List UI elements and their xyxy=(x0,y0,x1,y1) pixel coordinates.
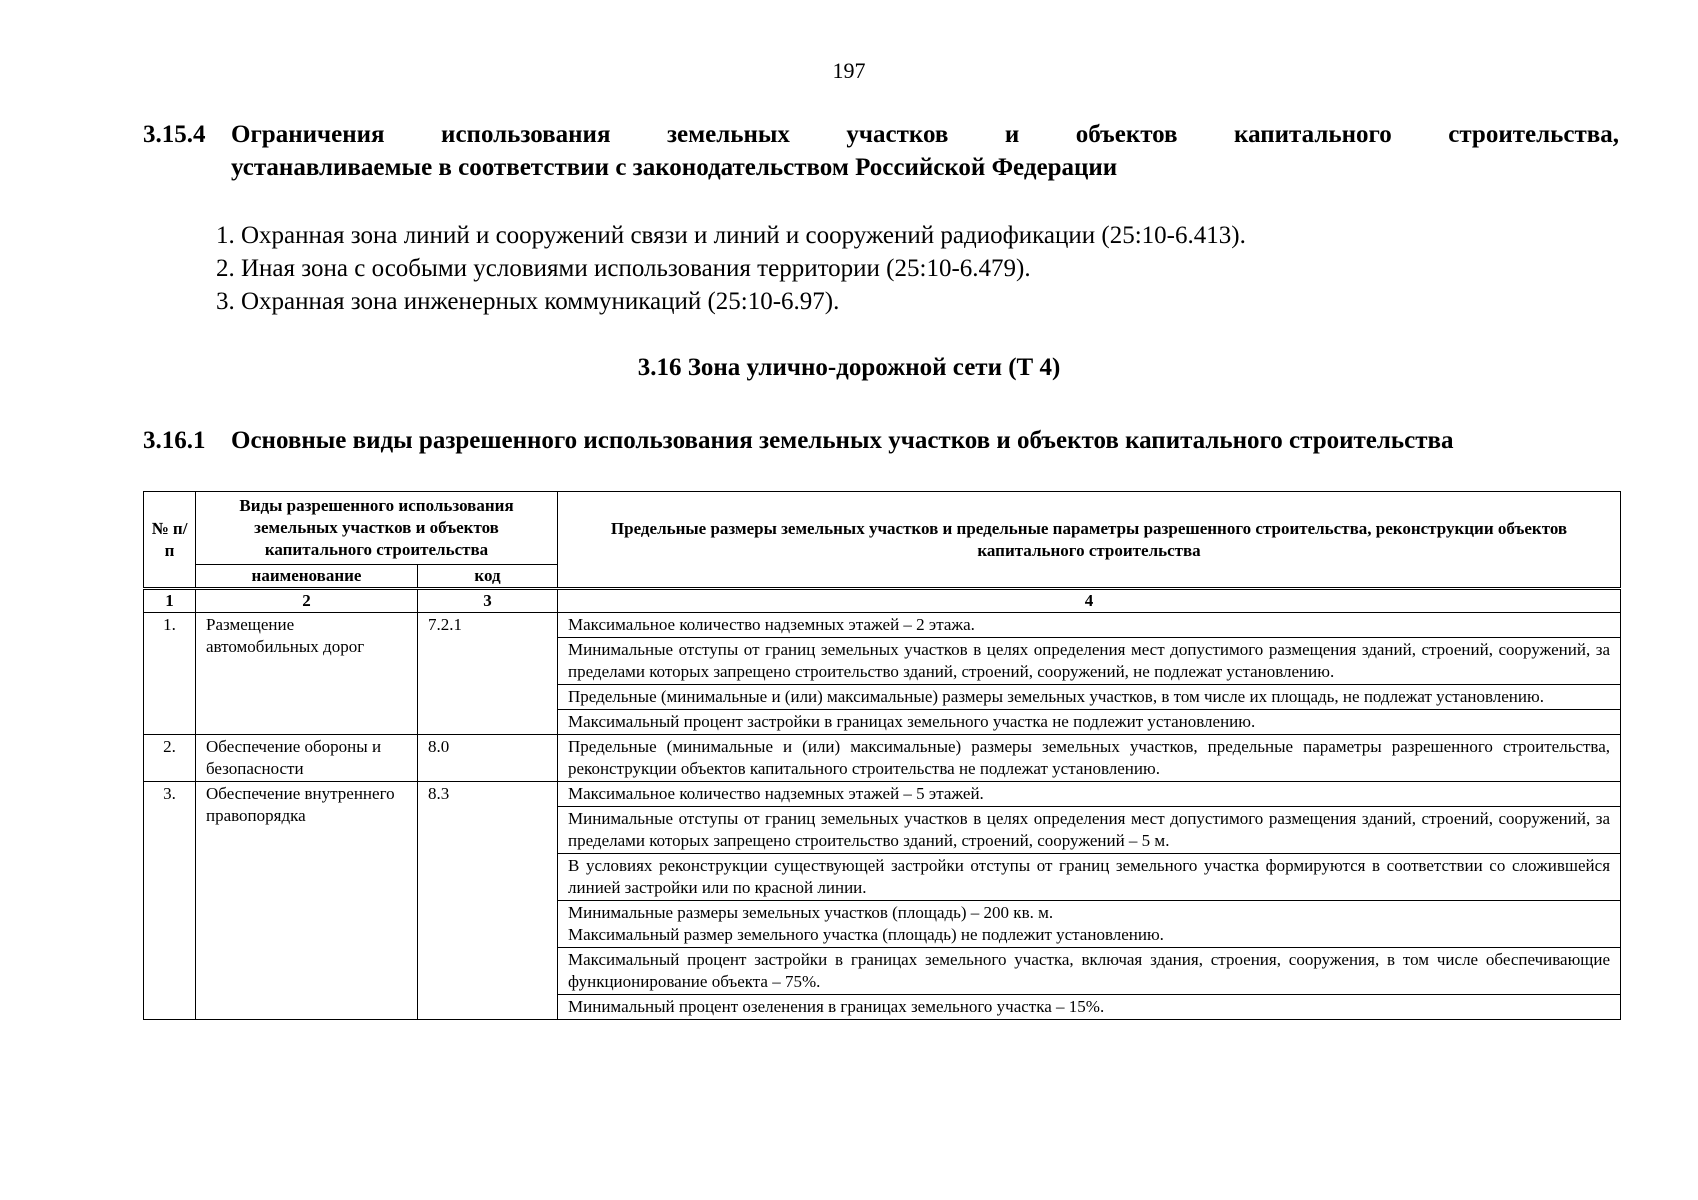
section-number: 3.15.4 xyxy=(143,121,206,148)
section-number: 3.16.1 xyxy=(143,427,206,454)
param-cell: Минимальный процент озеленения в границах земельного участка – 15%. xyxy=(558,995,1621,1020)
table-row xyxy=(144,782,1621,807)
list-item: 1. Охранная зона линий и сооружений связи и линий и сооружений радиофикации (25:10-6.413). xyxy=(216,222,1246,249)
row-number: 1. xyxy=(144,613,196,735)
use-name: Обеспечение обороны и безопасности xyxy=(196,735,418,782)
param-cell: Предельные (минимальные и (или) максимальные) размеры земельных участков, предельные параметры разрешенного строительства, реконструкции объектов капитального строительства не подлежат установлению. xyxy=(558,735,1621,782)
restrictions-list xyxy=(216,219,1246,318)
use-code: 8.0 xyxy=(418,735,558,782)
column-numbers-row xyxy=(144,589,1621,613)
row-number: 3. xyxy=(144,782,196,1020)
header-name: наименование xyxy=(196,565,418,589)
header-num: № п/п xyxy=(144,492,196,589)
page-number: 197 xyxy=(832,58,866,83)
section-title-line-1: Ограничения использования земельных участков и объектов капитального строительства, xyxy=(231,121,1619,148)
param-cell xyxy=(558,901,1621,948)
param-line: Минимальные размеры земельных участков (площадь) – 200 кв. м. xyxy=(568,903,1054,922)
use-name: Размещение автомобильных дорог xyxy=(196,613,418,735)
use-code: 7.2.1 xyxy=(418,613,558,735)
param-cell: Максимальное количество надземных этажей – 5 этажей. xyxy=(558,782,1621,807)
column-number: 3 xyxy=(418,589,558,613)
param-cell: Максимальный процент застройки в границах земельного участка, включая здания, строения, сооружения, в том числе обеспечивающие функционирование объекта – 75%. xyxy=(558,948,1621,995)
header-code: код xyxy=(418,565,558,589)
zone-title: 3.16 Зона улично-дорожной сети (Т 4) xyxy=(637,354,1061,381)
param-cell: В условиях реконструкции существующей застройки отступы от границ земельного участка формируются в соответствии со сложившейся линией застройки или по красной линии. xyxy=(558,854,1621,901)
column-number: 4 xyxy=(558,589,1621,613)
header-kinds: Виды разрешенного использования земельных участков и объектов капитального строительства xyxy=(196,492,558,565)
section-heading-3-15-4 xyxy=(143,118,1619,184)
row-number: 2. xyxy=(144,735,196,782)
section-title: Основные виды разрешенного использования земельных участков и объектов капитального строительства xyxy=(231,427,1454,454)
permitted-use-table xyxy=(143,491,1621,1020)
use-code: 8.3 xyxy=(418,782,558,1020)
header-params: Предельные размеры земельных участков и предельные параметры разрешенного строительства, реконструкции объектов капитального строительства xyxy=(558,492,1621,589)
column-number: 1 xyxy=(144,589,196,613)
param-cell: Максимальный процент застройки в границах земельного участка не подлежит установлению. xyxy=(558,710,1621,735)
table-row xyxy=(144,735,1621,782)
column-number: 2 xyxy=(196,589,418,613)
param-cell: Максимальное количество надземных этажей – 2 этажа. xyxy=(558,613,1621,638)
list-item: 2. Иная зона с особыми условиями использования территории (25:10-6.479). xyxy=(216,255,1031,282)
list-item: 3. Охранная зона инженерных коммуникаций (25:10-6.97). xyxy=(216,288,840,315)
section-title xyxy=(231,118,1619,184)
table-row xyxy=(144,613,1621,638)
param-cell: Минимальные отступы от границ земельных участков в целях определения мест допустимого размещения зданий, строений, сооружений, за пределами которых запрещено строительство зданий, строений, сооружений, не подлежат установлению. xyxy=(558,638,1621,685)
param-cell: Предельные (минимальные и (или) максимальные) размеры земельных участков, в том числе их площадь, не подлежат установлению. xyxy=(558,685,1621,710)
section-title-line-2: устанавливаемые в соответствии с законодательством Российской Федерации xyxy=(231,154,1118,181)
section-heading-3-16-1 xyxy=(143,424,1619,457)
use-name: Обеспечение внутреннего правопорядка xyxy=(196,782,418,1020)
param-line: Максимальный размер земельного участка (площадь) не подлежит установлению. xyxy=(568,925,1164,944)
param-cell: Минимальные отступы от границ земельных участков в целях определения мест допустимого размещения зданий, строений, сооружений, за пределами которых запрещено строительство зданий, строений, сооружений – 5 м. xyxy=(558,807,1621,854)
